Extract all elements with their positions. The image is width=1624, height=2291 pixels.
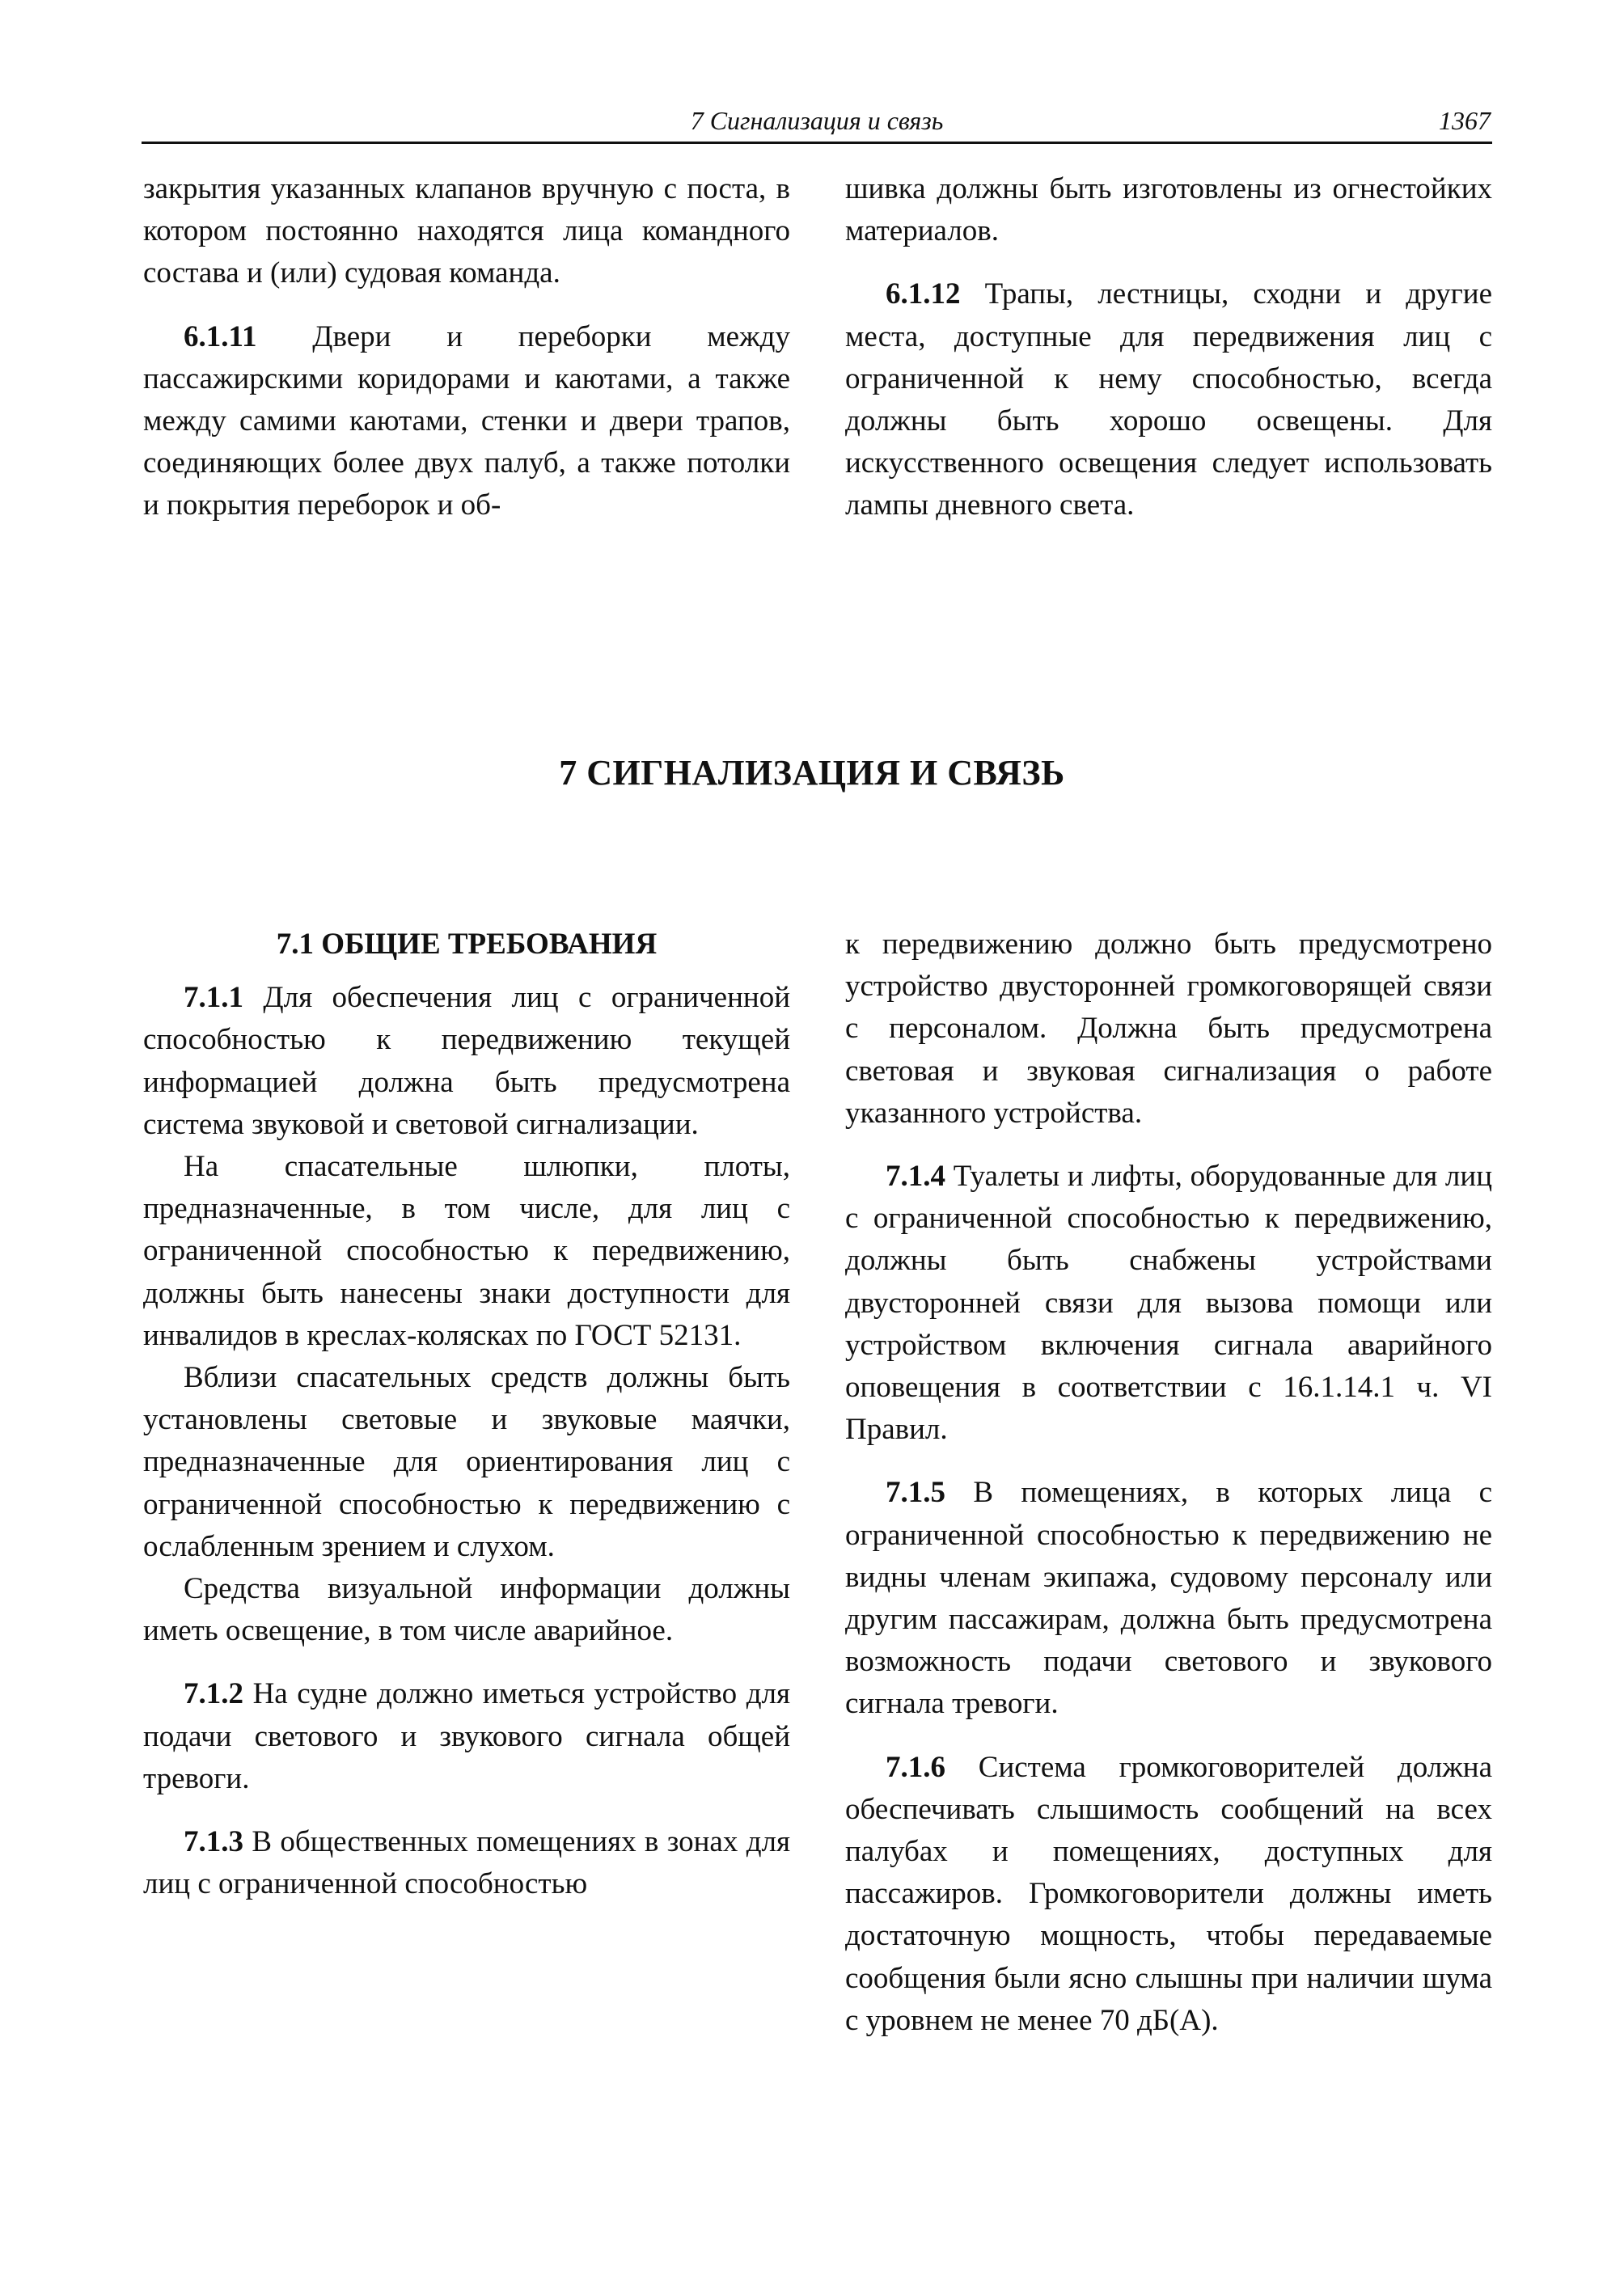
paragraph-6-1-11 — [143, 316, 790, 527]
paragraph-7-1-3 — [143, 1821, 790, 1905]
paragraph-7-1-1-c: Вблизи спасательных средств должны быть установлены световые и звуковые маячки, предназначенные для ориентирования лиц с ограниченной способностью к передвижению с ослабленным зрением и слухом. — [143, 1361, 790, 1563]
paragraph-7-1-1-d: Средства визуальной информации должны иметь освещение, в том числе аварийное. — [143, 1572, 790, 1648]
running-header — [142, 101, 1492, 144]
paragraph-6-1-12 — [845, 273, 1492, 526]
clause-number: 6.1.11 — [184, 319, 257, 353]
section-title: 7.1 ОБЩИЕ ТРЕБОВАНИЯ — [276, 928, 658, 961]
bottom-left-column — [143, 924, 790, 1905]
paragraph-7-1-3-cont: к передвижению должно быть предусмотрено устройство двусторонней громкоговорящей связи с персоналом. Должна быть предусмотрена световая и звуковая сигнализация о работе указанного устройства. — [845, 928, 1492, 1130]
paragraph-7-1-6 — [845, 1747, 1492, 2042]
clause-number: 7.1.4 — [886, 1160, 945, 1194]
paragraph-7-1-1 — [143, 977, 790, 1146]
paragraph-7-1-4 — [845, 1156, 1492, 1451]
clause-text: Система громкоговорителей должна обеспечивать слышимость сообщений на всех палубах и помещениях, доступных для пассажиров. Громкоговорители должны иметь достаточную мощность, чтобы передаваемые сообщения были ясно слышны при наличии шума с уровнем не менее 70 дБ(А). — [845, 1750, 1492, 2037]
paragraph-7-1-5 — [845, 1472, 1492, 1725]
clause-text: В помещениях, в которых лица с ограниченной способностью к передвижению не видны членам экипажа, судовому персоналу или другим пассажирам, должна быть предусмотрена возможность подачи светового и звукового сигнала тревоги. — [845, 1476, 1492, 1721]
clause-number: 6.1.12 — [886, 277, 961, 311]
chapter-title: 7 СИГНАЛИЗАЦИЯ И СВЯЗЬ — [559, 753, 1065, 793]
clause-text: В общественных помещениях в зонах для лиц с ограниченной способностью — [143, 1825, 790, 1901]
paragraph-continuation: закрытия указанных клапанов вручную с поста, в котором постоянно находятся лица командного состава и (или) судовая команда. — [143, 172, 790, 290]
top-left-column — [143, 168, 790, 527]
paragraph-7-1-2 — [143, 1673, 790, 1800]
clause-number: 7.1.6 — [886, 1750, 945, 1784]
top-right-column — [845, 168, 1492, 527]
paragraph-continuation: шивка должны быть изготовлены из огнестойких материалов. — [845, 172, 1492, 248]
clause-number: 7.1.2 — [184, 1677, 243, 1711]
paragraph-7-1-1-b: На спасательные шлюпки, плоты, предназначенные, в том числе, для лиц с ограниченной способностью к передвижению, должны быть нанесены знаки доступности для инвалидов в креслах-колясках по ГОСТ 52131. — [143, 1150, 790, 1352]
clause-number: 7.1.5 — [886, 1476, 945, 1510]
clause-text: На судне должно иметься устройство для подачи светового и звукового сигнала общей тревоги. — [143, 1677, 790, 1795]
clause-number: 7.1.3 — [184, 1825, 243, 1859]
clause-text: Туалеты и лифты, оборудованные для лиц с ограниченной способностью к передвижению, должны быть снабжены устройствами двусторонней связи для вызова помощи или устройством включения сигнала аварийного оповещения в соответствии с 16.1.14.1 ч. VI Правил. — [845, 1160, 1492, 1447]
bottom-right-column — [845, 924, 1492, 2042]
running-title: 7 Сигнализация и связь — [690, 106, 944, 135]
clause-text: Двери и переборки между пассажирскими коридорами и каютами, а также между самими каютами, стенки и двери трапов, соединяющих более двух палуб, а также потолки и покрытия переборок и об- — [143, 319, 790, 522]
clause-text: Трапы, лестницы, сходни и другие места, доступные для передвижения лиц с ограниченной к нему способностью, всегда должны быть хорошо освещены. Для искусственного освещения следует использовать лампы дневного света. — [845, 277, 1492, 522]
clause-number: 7.1.1 — [184, 981, 243, 1015]
clause-text: Для обеспечения лиц с ограниченной способностью к передвижению текущей информацией должна быть предусмотрена система звуковой и световой сигнализации. — [143, 981, 790, 1141]
page-number: 1367 — [1439, 106, 1491, 135]
